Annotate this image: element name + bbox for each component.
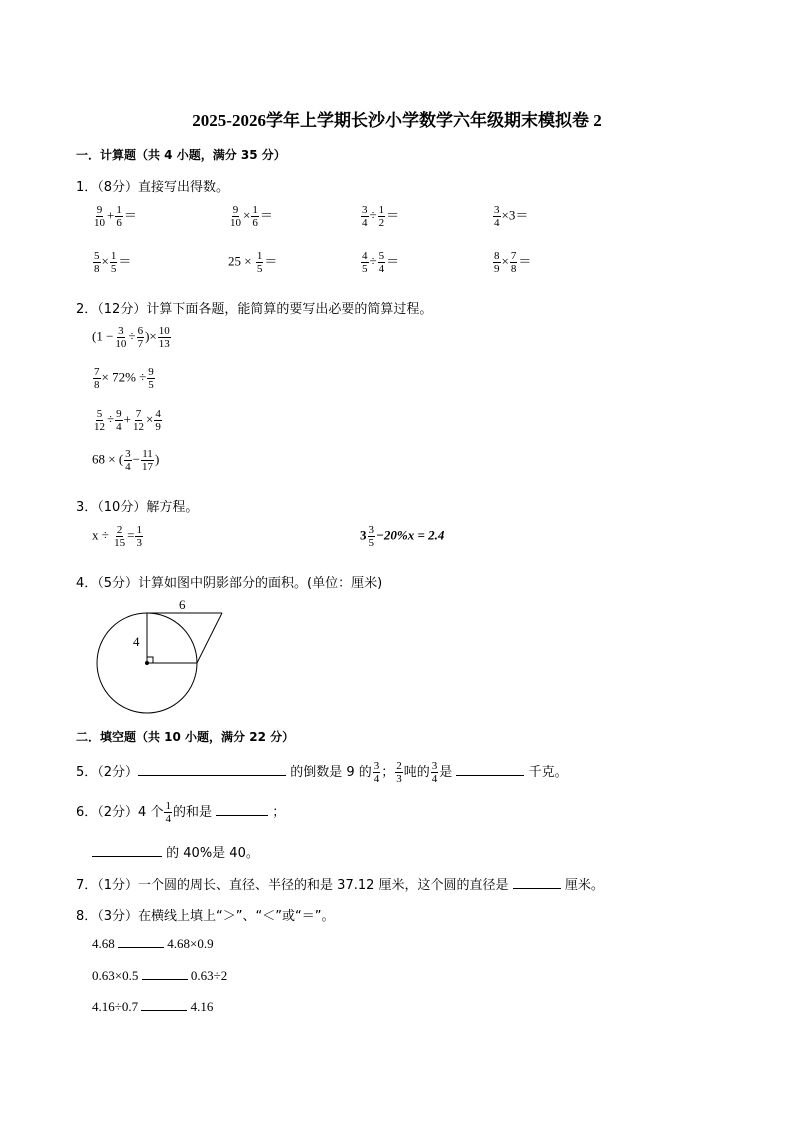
q6-blank-1[interactable] <box>216 804 268 816</box>
q1-item-1: $\frac{9}{10}$ + $\frac{1}{6}$ ＝ <box>94 204 137 229</box>
q8-row-3: 4.16÷0.7 4.16 <box>92 999 214 1014</box>
question-7: 7．（1分）一个圆的周长、直径、半径的和是 37.12 厘米，这个圆的直径是 厘米。 <box>76 878 604 893</box>
q2-expression-3: $\frac{5}{12}$ ÷ $\frac{9}{4}$ + $\frac{7}{12}$ × $\frac{4}{9}$ <box>94 408 161 433</box>
question-6: 6．（2分）4 个 $\frac{1}{4}$ 的和是 ； <box>76 800 286 825</box>
q2-expression-2: $\frac{7}{8}$ × 72% ÷ $\frac{9}{5}$ <box>94 366 154 391</box>
q8-blank-1[interactable] <box>118 936 164 948</box>
q2-expression-1: (1 − $\frac{3}{10}$ ÷ $\frac{6}{7}$ )× $\frac{10}{13}$ <box>92 325 170 350</box>
q1-item-2: $\frac{9}{10}$ × $\frac{1}{6}$ ＝ <box>230 204 273 229</box>
q1-item-6: 25 × $\frac{1}{5}$ ＝ <box>228 250 278 275</box>
q1-item-7: $\frac{4}{5}$ ÷ $\frac{5}{4}$ ＝ <box>362 250 400 275</box>
q4-label-top: 6 <box>179 597 186 612</box>
section-heading-calculation: 一．计算题（共 4 小题，满分 35 分） <box>76 148 286 162</box>
q4-figure <box>90 596 240 720</box>
question-1-label: 1．（8分）直接写出得数。 <box>76 180 230 195</box>
q5-blank-1[interactable] <box>138 764 286 776</box>
q1-item-8: $\frac{8}{9}$ × $\frac{7}{8}$ ＝ <box>494 250 532 275</box>
question-4-label: 4．（5分）计算如图中阴影部分的面积。(单位：厘米) <box>76 576 383 591</box>
q2-expression-4: 68 × ( $\frac{3}{4}$ − $\frac{11}{17}$ ) <box>92 448 160 473</box>
question-2-label: 2．（12分）计算下面各题，能简算的要写出必要的简算过程。 <box>76 302 433 317</box>
q7-blank[interactable] <box>513 877 561 889</box>
q8-blank-2[interactable] <box>142 968 188 980</box>
question-8-label: 8．（3分）在横线上填上“＞”、“＜”或“＝”。 <box>76 909 335 924</box>
q1-item-3: $\frac{3}{4}$ ÷ $\frac{1}{2}$ ＝ <box>362 204 400 229</box>
q8-blank-3[interactable] <box>141 999 187 1011</box>
q3-equation-1: x ÷ $\frac{2}{15}$ = $\frac{1}{3}$ <box>92 524 142 549</box>
question-5: 5．（2分） 的倒数是 9 的 $\frac{3}{4}$ ； $\frac{2}{3}$ 吨的 $\frac{3}{4}$ 是 千克。 <box>76 760 568 785</box>
q5-blank-2[interactable] <box>456 764 524 776</box>
page-title: 2025-2026学年上学期长沙小学数学六年级期末模拟卷 2 <box>192 111 602 130</box>
q6-blank-2[interactable] <box>92 845 162 857</box>
section-heading-fill: 二．填空题（共 10 小题，满分 22 分） <box>76 730 295 744</box>
q4-label-left: 4 <box>133 634 140 649</box>
question-3-label: 3．（10分）解方程。 <box>76 500 199 515</box>
q1-item-4: $\frac{3}{4}$ ×3＝ <box>494 204 529 229</box>
q1-item-5: $\frac{5}{8}$ × $\frac{1}{5}$ ＝ <box>94 250 132 275</box>
q8-row-1: 4.68 4.68×0.9 <box>92 936 214 951</box>
question-6-line-2: 的 40%是 40。 <box>92 842 259 861</box>
q8-row-2: 0.63×0.5 0.63÷2 <box>92 968 228 983</box>
q3-equation-2: 3 $\frac{3}{5}$ −20%x = 2.4 <box>360 524 445 549</box>
